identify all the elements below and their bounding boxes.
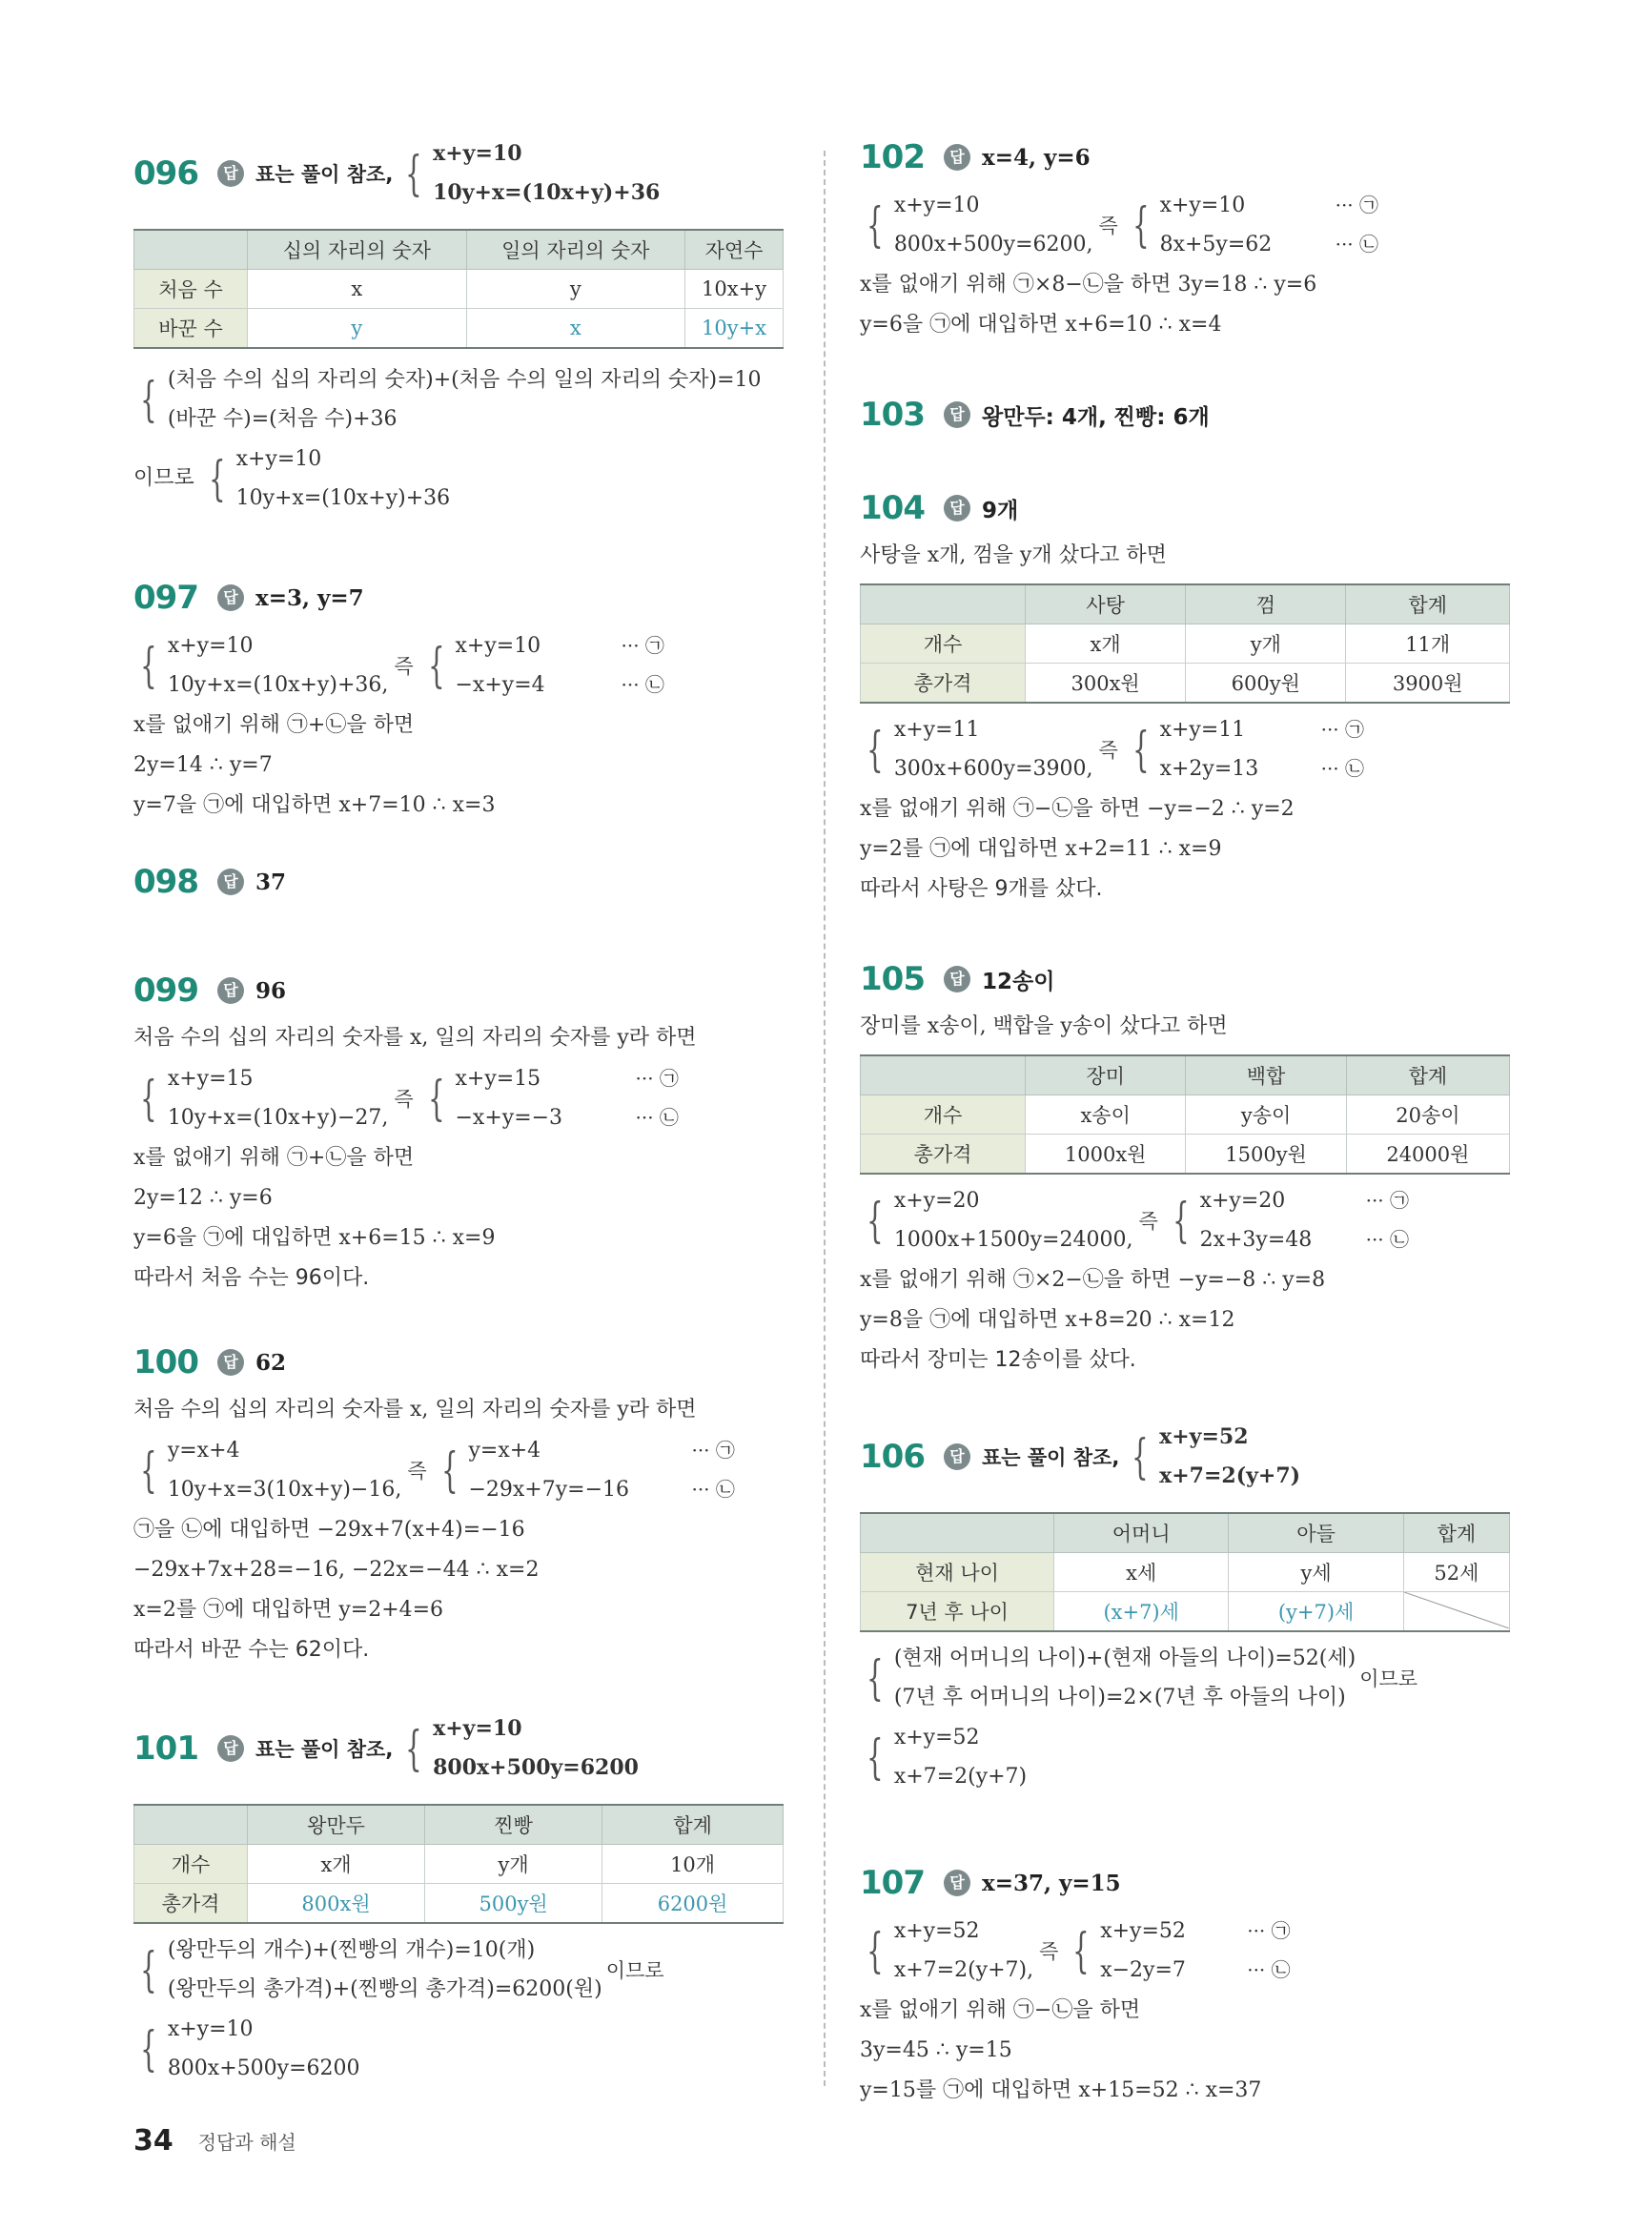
solution-line: y=15를 ㉠에 대입하면 x+15=52 ∴ x=37 bbox=[860, 2078, 1262, 2102]
equation: x+y=10 bbox=[433, 141, 522, 166]
problem-104 bbox=[860, 481, 1518, 910]
table-cell: x세 bbox=[1054, 1553, 1229, 1592]
table-cell: 1500y원 bbox=[1186, 1135, 1346, 1175]
row-header: 총가격 bbox=[861, 1135, 1026, 1175]
table-header: 십의 자리의 숫자 bbox=[248, 230, 467, 270]
jeuk-label: 즉 bbox=[1098, 739, 1118, 762]
problem-number: 102 bbox=[860, 138, 925, 176]
jeuk-label: 즉 bbox=[1098, 215, 1118, 237]
answer-badge: 답 bbox=[944, 1870, 970, 1896]
equation-tags bbox=[1366, 1181, 1409, 1259]
solution-line: x를 없애기 위해 ㉠+㉡을 하면 bbox=[133, 713, 415, 737]
equation-tags bbox=[691, 1431, 734, 1509]
row-header: 개수 bbox=[861, 1095, 1026, 1135]
row-header: 개수 bbox=[134, 1845, 248, 1884]
table-header: 합계 bbox=[1403, 1513, 1509, 1553]
problem-101 bbox=[133, 1708, 791, 2088]
equation: x−2y=7 bbox=[1100, 1958, 1186, 1982]
data-table bbox=[860, 583, 1510, 704]
table-cell: 300x원 bbox=[1026, 664, 1186, 704]
equation-tag: ··· ㉠ bbox=[1247, 1919, 1291, 1942]
solution-line: 2y=12 ∴ y=6 bbox=[133, 1186, 273, 1210]
condition-line: (처음 수의 십의 자리의 숫자)+(처음 수의 일의 자리의 숫자)=10 bbox=[167, 368, 762, 392]
equation-tag: ··· ㉡ bbox=[1320, 757, 1365, 780]
solution-line: 3y=45 ∴ y=15 bbox=[860, 2038, 1012, 2062]
problem-105 bbox=[860, 951, 1518, 1381]
equation: −x+y=−3 bbox=[455, 1106, 563, 1130]
solution-line: x를 없애기 위해 ㉠×2−㉡을 하면 −y=−8 ∴ y=8 bbox=[860, 1268, 1326, 1292]
table-header: 일의 자리의 숫자 bbox=[466, 230, 685, 270]
equation-system: { x+y=10 800x+500y=6200 bbox=[398, 1709, 639, 1788]
equation: x+y=52 bbox=[1100, 1919, 1186, 1943]
solution-line: y=6을 ㉠에 대입하면 x+6=15 ∴ x=9 bbox=[133, 1226, 496, 1250]
answer-badge: 답 bbox=[944, 401, 970, 428]
equation: x+2y=13 bbox=[1159, 757, 1259, 781]
answer-text: x=3, y=7 bbox=[255, 584, 364, 611]
equation: x+y=11 bbox=[1159, 718, 1246, 742]
table-cell: 6200원 bbox=[602, 1884, 784, 1924]
equation-system: { x+y=52 x+7=2(y+7), bbox=[860, 1912, 1033, 1990]
row-header: 바꾼 수 bbox=[134, 309, 248, 349]
answer-badge: 답 bbox=[217, 977, 244, 1004]
equation-tag: ··· ㉡ bbox=[1247, 1958, 1291, 1981]
equation-system: { x+y=20 2x+3y=48 bbox=[1166, 1181, 1353, 1259]
condition-line: (현재 어머니의 나이)+(현재 아들의 나이)=52(세) bbox=[893, 1647, 1356, 1670]
equation-system: { x+y=11 300x+600y=3900, bbox=[860, 710, 1092, 788]
connector-text: 이므로 bbox=[133, 466, 194, 490]
equation-system: { x+y=52 x+7=2(y+7) bbox=[860, 1718, 1027, 1796]
table-cell: 10y+x bbox=[685, 309, 784, 349]
equation: y=x+4 bbox=[468, 1439, 541, 1463]
equation: 10y+x=(10x+y)+36 bbox=[235, 486, 451, 510]
jeuk-label: 즉 bbox=[1039, 1940, 1059, 1963]
table-header: 합계 bbox=[1346, 584, 1510, 624]
solution-line: y=6을 ㉠에 대입하면 x+6=10 ∴ x=4 bbox=[860, 313, 1222, 337]
problem-number: 097 bbox=[133, 579, 198, 617]
condition-line: (7년 후 어머니의 나이)=2×(7년 후 아들의 나이) bbox=[893, 1686, 1346, 1709]
data-table bbox=[860, 1512, 1510, 1632]
table-header: 합계 bbox=[1346, 1055, 1509, 1095]
table-cell: 10x+y bbox=[685, 270, 784, 309]
row-header: 총가격 bbox=[861, 664, 1026, 704]
table-header: 왕만두 bbox=[248, 1805, 425, 1845]
solution-line: 2y=14 ∴ y=7 bbox=[133, 753, 273, 777]
equation-tag: ··· ㉠ bbox=[635, 1067, 679, 1090]
equation: x+7=2(y+7) bbox=[1159, 1463, 1301, 1488]
answer-note: 표는 풀이 참조, bbox=[255, 1738, 394, 1761]
equation: x+y=10 bbox=[433, 1716, 522, 1741]
answer-note: 표는 풀이 참조, bbox=[255, 163, 394, 186]
table-cell: y bbox=[466, 270, 685, 309]
equation-tag: ··· ㉠ bbox=[1335, 194, 1379, 216]
conclusion-line: 따라서 바꾼 수는 62이다. bbox=[133, 1638, 370, 1662]
problem-number: 105 bbox=[860, 960, 925, 998]
equation: x+y=15 bbox=[167, 1067, 254, 1091]
table-cell: 52세 bbox=[1403, 1553, 1509, 1592]
equation-tags bbox=[621, 626, 663, 705]
equation-tag: ··· ㉡ bbox=[691, 1478, 735, 1501]
equation-tags bbox=[635, 1059, 678, 1137]
equation: x+7=2(y+7) bbox=[893, 1765, 1028, 1789]
problem-107 bbox=[860, 1855, 1518, 2111]
data-table bbox=[860, 1054, 1510, 1175]
problem-098 bbox=[133, 854, 791, 910]
equation-system: { x+y=10 8x+5y=62 bbox=[1126, 186, 1322, 264]
equation: x+y=52 bbox=[893, 1726, 980, 1749]
equation: x+y=10 bbox=[235, 447, 322, 471]
equation: x+y=52 bbox=[893, 1919, 980, 1943]
table-header bbox=[134, 230, 248, 270]
equation: 800x+500y=6200, bbox=[893, 233, 1093, 256]
problem-096 bbox=[133, 133, 791, 519]
equation: 10y+x=3(10x+y)−16, bbox=[167, 1478, 402, 1502]
table-header: 사탕 bbox=[1026, 584, 1186, 624]
condition-system: { (처음 수의 십의 자리의 숫자)+(처음 수의 일의 자리의 숫자)=10 (바꾼 수)=(처음 수)+36 bbox=[133, 360, 762, 439]
jeuk-label: 즉 bbox=[394, 655, 414, 678]
equation-tag: ··· ㉠ bbox=[691, 1439, 735, 1462]
equation: x+y=10 bbox=[1159, 194, 1246, 217]
row-header: 처음 수 bbox=[134, 270, 248, 309]
equation-tag: ··· ㉡ bbox=[1365, 1228, 1410, 1251]
problem-100 bbox=[133, 1335, 791, 1670]
intro-line: 처음 수의 십의 자리의 숫자를 x, 일의 자리의 숫자를 y라 하면 bbox=[133, 1026, 697, 1050]
diagonal-empty-cell bbox=[1403, 1592, 1509, 1632]
problem-number: 103 bbox=[860, 396, 925, 434]
solution-line: x=2를 ㉠에 대입하면 y=2+4=6 bbox=[133, 1598, 444, 1622]
solution-line: x를 없애기 위해 ㉠−㉡을 하면 bbox=[860, 1998, 1141, 2022]
equation-tag: ··· ㉡ bbox=[1335, 233, 1379, 256]
conclusion-line: 따라서 사탕은 9개를 샀다. bbox=[860, 877, 1103, 901]
equation: 8x+5y=62 bbox=[1159, 233, 1273, 256]
answer-text: 62 bbox=[255, 1349, 286, 1376]
solution-line: x를 없애기 위해 ㉠−㉡을 하면 −y=−2 ∴ y=2 bbox=[860, 797, 1295, 821]
equation: y=x+4 bbox=[167, 1439, 240, 1463]
row-header: 현재 나이 bbox=[861, 1553, 1054, 1592]
table-cell: 20송이 bbox=[1346, 1095, 1509, 1135]
equation-tag: ··· ㉠ bbox=[621, 634, 664, 657]
equation: 10y+x=(10x+y)−27, bbox=[167, 1106, 389, 1130]
equation: −x+y=4 bbox=[455, 673, 545, 697]
equation-system: { x+y=20 1000x+1500y=24000, bbox=[860, 1181, 1132, 1259]
problem-099 bbox=[133, 963, 791, 1299]
jeuk-label: 즉 bbox=[407, 1460, 427, 1483]
problem-number: 107 bbox=[860, 1864, 925, 1902]
condition-system: { (현재 어머니의 나이)+(현재 아들의 나이)=52(세) (7년 후 어머니의 나이)=2×(7년 후 아들의 나이) bbox=[860, 1639, 1356, 1717]
table-header: 합계 bbox=[602, 1805, 784, 1845]
answer-text: x=4, y=6 bbox=[981, 144, 1091, 171]
equation: x+y=52 bbox=[1159, 1424, 1249, 1449]
jeuk-label: 즉 bbox=[394, 1088, 414, 1111]
solution-line: x를 없애기 위해 ㉠+㉡을 하면 bbox=[133, 1146, 415, 1170]
problem-number: 098 bbox=[133, 863, 198, 901]
solution-line: y=2를 ㉠에 대입하면 x+2=11 ∴ x=9 bbox=[860, 837, 1222, 861]
answer-badge: 답 bbox=[944, 966, 970, 992]
equation: x+y=20 bbox=[893, 1189, 980, 1213]
answer-badge: 답 bbox=[944, 495, 970, 522]
equation: x+7=2(y+7), bbox=[893, 1958, 1034, 1982]
equation-system: { x+y=10 10y+x=(10x+y)+36 bbox=[202, 440, 450, 518]
equation-system: { x+y=10 800x+500y=6200 bbox=[133, 2010, 360, 2088]
conclusion-line: 따라서 처음 수는 96이다. bbox=[133, 1266, 370, 1290]
answer-badge: 답 bbox=[217, 1735, 244, 1762]
equation: 2x+3y=48 bbox=[1199, 1228, 1313, 1252]
equation: 10y+x=(10x+y)+36, bbox=[167, 673, 389, 697]
table-cell: 1000x원 bbox=[1026, 1135, 1186, 1175]
equation-system: { x+y=10 −x+y=4 bbox=[421, 626, 608, 705]
equation: x+y=11 bbox=[893, 718, 980, 742]
problem-number: 100 bbox=[133, 1343, 198, 1381]
row-header: 총가격 bbox=[134, 1884, 248, 1924]
page-number: 34 bbox=[133, 2124, 173, 2158]
solution-line: y=7을 ㉠에 대입하면 x+7=10 ∴ x=3 bbox=[133, 793, 496, 817]
table-header bbox=[861, 1055, 1026, 1095]
table-header bbox=[134, 1805, 248, 1845]
equation-tag: ··· ㉡ bbox=[635, 1106, 679, 1129]
answer-badge: 답 bbox=[217, 869, 244, 895]
table-cell: 500y원 bbox=[425, 1884, 602, 1924]
table-header: 껌 bbox=[1186, 584, 1346, 624]
table-cell: (y+7)세 bbox=[1229, 1592, 1403, 1632]
column-divider bbox=[824, 151, 826, 2086]
answer-badge: 답 bbox=[217, 160, 244, 187]
problem-106 bbox=[860, 1417, 1518, 1796]
equation-system: { x+y=10 10y+x=(10x+y)+36, bbox=[133, 626, 388, 705]
table-cell: (x+7)세 bbox=[1054, 1592, 1229, 1632]
problem-number: 099 bbox=[133, 972, 198, 1010]
equation-tag: ··· ㉠ bbox=[1365, 1189, 1410, 1212]
table-header: 아들 bbox=[1229, 1513, 1403, 1553]
equation-system: { x+y=52 x−2y=7 bbox=[1066, 1912, 1234, 1990]
connector-text: 이므로 bbox=[605, 1959, 664, 1982]
equation: 1000x+1500y=24000, bbox=[893, 1228, 1133, 1252]
table-header: 찐빵 bbox=[425, 1805, 602, 1845]
answer-text: 37 bbox=[255, 869, 286, 895]
equation-system: { y=x+4 10y+x=3(10x+y)−16, bbox=[133, 1431, 401, 1509]
problem-097 bbox=[133, 570, 791, 826]
table-cell: y세 bbox=[1229, 1553, 1403, 1592]
equation-tags bbox=[1321, 710, 1364, 788]
equation: 300x+600y=3900, bbox=[893, 757, 1093, 781]
answer-note: 표는 풀이 참조, bbox=[981, 1446, 1120, 1469]
equation: x+y=10 bbox=[893, 194, 980, 217]
equation: 10y+x=(10x+y)+36 bbox=[433, 180, 661, 205]
solution-line: x를 없애기 위해 ㉠×8−㉡을 하면 3y=18 ∴ y=6 bbox=[860, 273, 1317, 297]
solution-line: −29x+7x+28=−16, −22x=−44 ∴ x=2 bbox=[133, 1558, 540, 1582]
footer-label: 정답과 해설 bbox=[197, 2131, 296, 2154]
answer-text: 12송이 bbox=[981, 969, 1055, 994]
equation: 800x+500y=6200 bbox=[167, 2056, 360, 2080]
table-cell: x bbox=[466, 309, 685, 349]
equation-system: { x+y=15 −x+y=−3 bbox=[421, 1059, 622, 1137]
equation: x+y=10 bbox=[167, 634, 254, 658]
table-cell: x개 bbox=[248, 1845, 425, 1884]
table-header: 백합 bbox=[1186, 1055, 1346, 1095]
answer-badge: 답 bbox=[944, 1443, 970, 1470]
equation-tag: ··· ㉡ bbox=[621, 673, 664, 696]
intro-line: 처음 수의 십의 자리의 숫자를 x, 일의 자리의 숫자를 y라 하면 bbox=[133, 1398, 697, 1422]
equation: −29x+7y=−16 bbox=[468, 1478, 630, 1502]
equation-system: { x+y=11 x+2y=13 bbox=[1126, 710, 1308, 788]
solution-line: y=8을 ㉠에 대입하면 x+8=20 ∴ x=12 bbox=[860, 1308, 1235, 1332]
equation-tag: ··· ㉠ bbox=[1320, 718, 1365, 741]
condition-line: (왕만두의 총가격)+(찐빵의 총가격)=6200(원) bbox=[167, 1977, 602, 2001]
answer-text: x=37, y=15 bbox=[981, 1870, 1121, 1896]
answer-badge: 답 bbox=[217, 1349, 244, 1376]
table-header: 장미 bbox=[1026, 1055, 1186, 1095]
solution-line: ㉠을 ㉡에 대입하면 −29x+7(x+4)=−16 bbox=[133, 1518, 525, 1542]
equation-system: { x+y=52 x+7=2(y+7) bbox=[1125, 1418, 1300, 1496]
table-cell: y송이 bbox=[1186, 1095, 1346, 1135]
page-footer bbox=[133, 2124, 296, 2158]
table-cell: x개 bbox=[1026, 624, 1186, 664]
equation: x+y=10 bbox=[455, 634, 541, 658]
equation: x+y=20 bbox=[1199, 1189, 1286, 1213]
table-header bbox=[861, 584, 1026, 624]
problem-102 bbox=[860, 130, 1518, 345]
data-table bbox=[133, 229, 784, 349]
table-header: 어머니 bbox=[1054, 1513, 1229, 1553]
equation: 800x+500y=6200 bbox=[433, 1755, 639, 1780]
problem-number: 104 bbox=[860, 489, 925, 527]
table-cell: y bbox=[248, 309, 467, 349]
table-header: 자연수 bbox=[685, 230, 784, 270]
equation-tags bbox=[1247, 1912, 1290, 1990]
table-cell: 11개 bbox=[1346, 624, 1510, 664]
equation-tags bbox=[1336, 186, 1378, 264]
condition-system: { (왕만두의 개수)+(찐빵의 개수)=10(개) (왕만두의 총가격)+(찐빵의 총가격)=6200(원) bbox=[133, 1931, 602, 2009]
row-header: 7년 후 나이 bbox=[861, 1592, 1054, 1632]
answer-badge: 답 bbox=[944, 144, 970, 171]
condition-line: (왕만두의 개수)+(찐빵의 개수)=10(개) bbox=[167, 1938, 536, 1962]
problem-number: 106 bbox=[860, 1438, 925, 1476]
intro-line: 사탕을 x개, 껌을 y개 샀다고 하면 bbox=[860, 543, 1167, 567]
table-cell: 10개 bbox=[602, 1845, 784, 1884]
table-cell: 3900원 bbox=[1346, 664, 1510, 704]
conclusion-line: 따라서 장미는 12송이를 샀다. bbox=[860, 1348, 1136, 1372]
data-table bbox=[133, 1804, 784, 1924]
row-header: 개수 bbox=[861, 624, 1026, 664]
answer-text: 96 bbox=[255, 977, 286, 1004]
problem-103 bbox=[860, 387, 1518, 442]
intro-line: 장미를 x송이, 백합을 y송이 샀다고 하면 bbox=[860, 1014, 1228, 1038]
table-cell: 800x원 bbox=[248, 1884, 425, 1924]
answer-text: 9개 bbox=[981, 498, 1019, 523]
table-cell: y개 bbox=[425, 1845, 602, 1884]
table-cell: 24000원 bbox=[1346, 1135, 1509, 1175]
condition-line: (바꾼 수)=(처음 수)+36 bbox=[167, 407, 398, 431]
equation-system: { x+y=10 800x+500y=6200, bbox=[860, 186, 1092, 264]
table-cell: 600y원 bbox=[1186, 664, 1346, 704]
table-cell: x bbox=[248, 270, 467, 309]
problem-number: 096 bbox=[133, 154, 198, 193]
connector-text: 이므로 bbox=[1359, 1667, 1418, 1690]
diagonal-line bbox=[1404, 1592, 1509, 1628]
equation: x+y=15 bbox=[455, 1067, 541, 1091]
jeuk-label: 즉 bbox=[1138, 1210, 1158, 1233]
table-cell: x송이 bbox=[1026, 1095, 1186, 1135]
equation-system: { x+y=15 10y+x=(10x+y)−27, bbox=[133, 1059, 388, 1137]
answer-badge: 답 bbox=[217, 584, 244, 611]
table-cell: y개 bbox=[1186, 624, 1346, 664]
problem-number: 101 bbox=[133, 1729, 198, 1768]
equation-system: { y=x+4 −29x+7y=−16 bbox=[435, 1431, 679, 1509]
answer-text: 왕만두: 4개, 찐빵: 6개 bbox=[981, 404, 1210, 430]
equation-system: { x+y=10 10y+x=(10x+y)+36 bbox=[398, 134, 660, 213]
table-header bbox=[861, 1513, 1054, 1553]
equation: x+y=10 bbox=[167, 2017, 254, 2041]
